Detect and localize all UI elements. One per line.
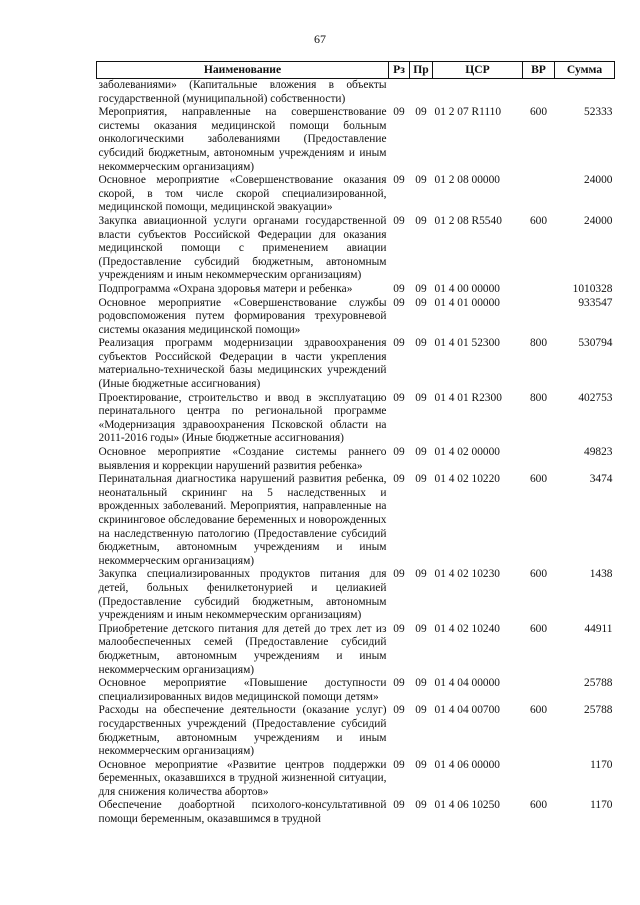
- table-row: [97, 79, 615, 107]
- cell-sum: 44911: [584, 622, 613, 635]
- cell-rz: 09: [393, 622, 405, 635]
- cell-name: заболеваниями» (Капитальные вложения в объекты государственной (муниципальной) собственности): [98, 79, 387, 105]
- cell-rz: 09: [393, 704, 405, 717]
- header-csr: ЦСР: [433, 62, 523, 79]
- cell-name: Расходы на обеспечение деятельности (оказание услуг) государственных учреждений (Предоставление субсидий бюджетным, автономным учреждениям и иным некоммерческим организациям): [98, 704, 387, 758]
- cell-rz: 09: [393, 568, 405, 581]
- cell-pr: 09: [415, 296, 427, 309]
- cell-name: Основное мероприятие «Совершенствование службы родовспоможения путем формирования трехуровневой системы оказания медицинской помощи»: [98, 296, 387, 336]
- cell-vr: [523, 283, 555, 297]
- table-row: [97, 283, 615, 297]
- cell-csr: 01 4 06 10250: [434, 799, 500, 812]
- cell-sum: 24000: [584, 174, 613, 187]
- cell-name: Закупка авиационной услуги органами государственной власти субъектов Российской Федерации для оказания медицинской помощи с применением авиации (Предоставление субсидий бюджетным, автономным учреждениям и иным некоммерческим организациям): [98, 214, 387, 282]
- cell-sum: 3474: [589, 473, 613, 486]
- cell-sum: 933547: [578, 296, 613, 309]
- cell-name: Обеспечение доабортной психолого-консультативной помощи беременным, оказавшимся в трудной: [98, 799, 387, 826]
- cell-rz: 09: [393, 282, 405, 295]
- cell-sum: 24000: [584, 214, 613, 227]
- cell-rz: 09: [393, 473, 405, 486]
- table-row: [97, 623, 615, 677]
- table-row: [97, 392, 615, 446]
- cell-rz: 09: [393, 391, 405, 404]
- table-row: [97, 799, 615, 826]
- cell-sum: 530794: [578, 337, 613, 350]
- cell-vr: 600: [529, 568, 548, 581]
- cell-vr: [523, 174, 555, 215]
- cell-vr: [523, 759, 555, 800]
- cell-pr: 09: [415, 568, 427, 581]
- table-row: [97, 568, 615, 622]
- cell-name: Закупка специализированных продуктов питания для детей, больных фенилкетонурией и целиакией (Предоставление субсидий бюджетным, автономным учреждениям и иным некоммерческим организациям): [98, 568, 387, 622]
- table-row: [97, 106, 615, 174]
- cell-vr: 600: [529, 473, 548, 486]
- cell-vr: [523, 297, 555, 338]
- table-row: [97, 337, 615, 391]
- cell-sum: 1010328: [572, 282, 613, 295]
- header-pr: Пр: [410, 62, 433, 79]
- table-row: [97, 446, 615, 473]
- cell-name: Приобретение детского питания для детей до трех лет из малообеспеченных семей (Предоставление субсидий бюджетным, автономным учреждениям и иным некоммерческим организациям): [98, 622, 387, 676]
- cell-pr: 09: [415, 704, 427, 717]
- cell-csr: 01 2 08 R5540: [434, 214, 502, 227]
- header-sum: Сумма: [555, 62, 615, 79]
- table-row: [97, 297, 615, 338]
- cell-pr: 09: [415, 106, 427, 119]
- cell-name: Реализация программ модернизации здравоохранения субъектов Российской Федерации в части укрепления материально-технической базы медицинских учреждений (Иные бюджетные ассигнования): [98, 337, 387, 391]
- cell-pr: 09: [415, 677, 427, 690]
- cell-pr: 09: [415, 758, 427, 771]
- cell-pr: 09: [415, 391, 427, 404]
- cell-csr: 01 2 07 R1110: [434, 106, 502, 119]
- table-row: [97, 704, 615, 758]
- cell-vr: 800: [529, 337, 548, 350]
- cell-name: Основное мероприятие «Совершенствование оказания скорой, в том числе скорой специализированной, медицинской помощи, медицинской эвакуации»: [98, 174, 387, 214]
- cell-csr: 01 4 01 R2300: [434, 391, 502, 404]
- cell-csr: [433, 79, 523, 107]
- cell-csr: 01 4 04 00000: [434, 677, 500, 690]
- cell-vr: 600: [529, 214, 548, 227]
- cell-pr: 09: [415, 799, 427, 812]
- cell-csr: 01 4 02 10230: [434, 568, 500, 581]
- cell-vr: 600: [529, 704, 548, 717]
- cell-csr: 01 4 04 00700: [434, 704, 500, 717]
- cell-pr: 09: [415, 337, 427, 350]
- cell-pr: 09: [415, 622, 427, 635]
- cell-name: Перинатальная диагностика нарушений развития ребенка, неонатальный скрининг на 5 наследственных и врожденных заболеваний. Мероприятия, направленные на скрининговое обследование беременных и новорожденных на наследственную патологию (Предоставление субсидий бюджетным, автономным учреждениям и иным некоммерческим организациям): [98, 473, 387, 567]
- cell-csr: 01 4 02 10220: [434, 473, 500, 486]
- cell-rz: 09: [393, 174, 405, 187]
- cell-csr: 01 4 06 00000: [434, 758, 500, 771]
- cell-csr: 01 4 01 52300: [434, 337, 500, 350]
- cell-sum: 1170: [590, 758, 613, 771]
- cell-pr: [410, 79, 433, 107]
- cell-name: Основное мероприятие «Повышение доступности специализированных видов медицинской помощи детям»: [98, 677, 387, 703]
- cell-rz: 09: [393, 214, 405, 227]
- cell-sum: 1170: [590, 799, 613, 812]
- cell-name: Проектирование, строительство и ввод в эксплуатацию перинатального центра по региональной программе «Модернизация здравоохранения Псковской области на 2011-2016 годы» (Иные бюджетные ассигнования): [98, 391, 387, 445]
- cell-csr: 01 4 02 00000: [434, 446, 500, 459]
- cell-pr: 09: [415, 473, 427, 486]
- cell-name: Основное мероприятие «Создание системы раннего выявления и коррекции нарушений развития ребенка»: [98, 446, 387, 472]
- table-header-row: [97, 62, 615, 79]
- cell-sum: 25788: [584, 677, 613, 690]
- table-row: [97, 473, 615, 568]
- budget-table: [96, 61, 615, 827]
- cell-name: Мероприятия, направленные на совершенствование системы оказания медицинской помощи больным онкологическими заболеваниями (Предоставление субсидий бюджетным, автономным учреждениям и иным некоммерческим организациям): [98, 106, 387, 173]
- cell-rz: [389, 79, 410, 107]
- header-name: Наименование: [97, 62, 389, 79]
- cell-vr: 600: [529, 106, 548, 119]
- cell-pr: 09: [415, 174, 427, 187]
- cell-rz: 09: [393, 758, 405, 771]
- header-rz: Рз: [389, 62, 410, 79]
- page-number: 67: [314, 32, 326, 46]
- cell-rz: 09: [393, 296, 405, 309]
- cell-vr: [523, 79, 555, 107]
- cell-csr: 01 4 00 00000: [434, 282, 500, 295]
- cell-sum: 402753: [578, 391, 613, 404]
- cell-vr: 600: [529, 622, 548, 635]
- cell-sum: [555, 79, 615, 107]
- cell-sum: 52333: [584, 106, 613, 119]
- cell-sum: 1438: [589, 568, 613, 581]
- cell-sum: 25788: [584, 704, 613, 717]
- table-row: [97, 759, 615, 800]
- table-row: [97, 174, 615, 215]
- cell-vr: 600: [529, 799, 548, 812]
- cell-rz: 09: [393, 337, 405, 350]
- cell-csr: 01 4 02 10240: [434, 622, 500, 635]
- cell-pr: 09: [415, 446, 427, 459]
- cell-name: Подпрограмма «Охрана здоровья матери и ребенка»: [98, 282, 353, 295]
- table-row: [97, 677, 615, 704]
- table-row: [97, 215, 615, 283]
- cell-sum: 49823: [584, 446, 613, 459]
- cell-vr: [523, 677, 555, 704]
- cell-rz: 09: [393, 677, 405, 690]
- cell-pr: 09: [415, 214, 427, 227]
- cell-rz: 09: [393, 446, 405, 459]
- cell-vr: 800: [529, 391, 548, 404]
- cell-rz: 09: [393, 106, 405, 119]
- cell-rz: 09: [393, 799, 405, 812]
- cell-csr: 01 4 01 00000: [434, 296, 500, 309]
- header-vr: ВР: [523, 62, 555, 79]
- cell-pr: 09: [415, 282, 427, 295]
- cell-csr: 01 2 08 00000: [434, 174, 500, 187]
- cell-name: Основное мероприятие «Развитие центров поддержки беременных, оказавшихся в трудной жизненной ситуации, для снижения количества абортов»: [98, 758, 387, 798]
- cell-vr: [523, 446, 555, 473]
